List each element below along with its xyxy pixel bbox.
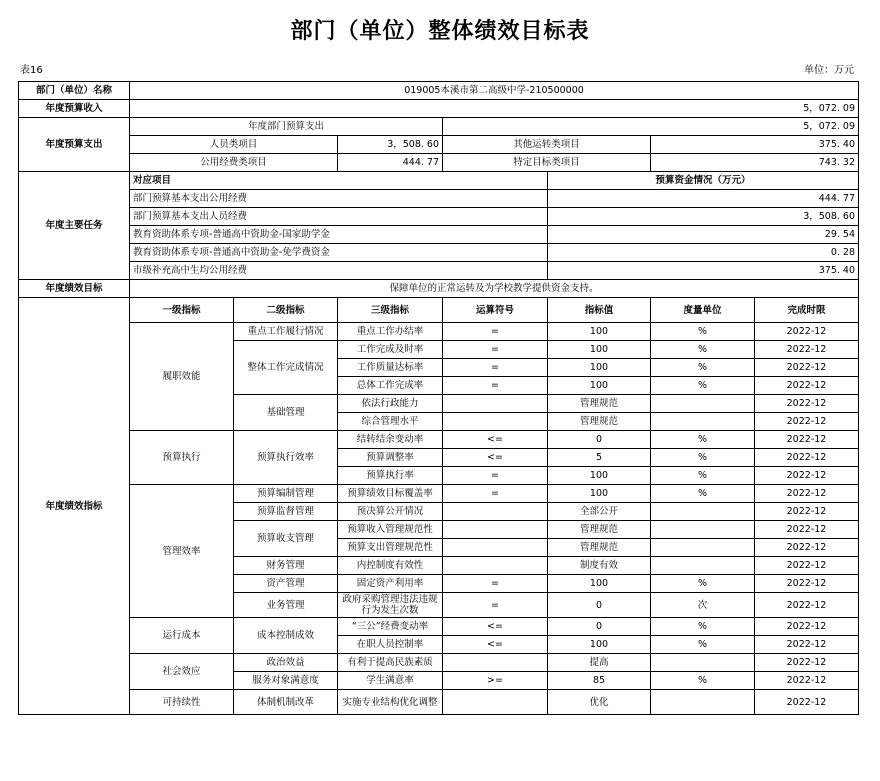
indicator-deadline: 2022-12 [755,359,859,377]
indicator-value: 优化 [548,690,651,715]
expense-row [19,136,859,154]
expense-special-value: 743. 32 [651,154,859,172]
indicator-l3: 学生满意率 [338,672,443,690]
indicator-unit: % [651,377,755,395]
expense-row [19,118,859,136]
indicator-value: 管理规范 [548,413,651,431]
indicator-l3: 预算调整率 [338,449,443,467]
indicator-l3: 有利于提高民族素质 [338,654,443,672]
tasks-col-amount: 预算资金情况（万元） [548,172,859,190]
table-number: 表16 [20,65,43,76]
indicator-unit: % [651,467,755,485]
indicator-l1: 可持续性 [130,690,234,715]
indicator-unit: % [651,485,755,503]
indicator-operator: = [443,377,548,395]
income-value: 5，072. 09 [130,100,859,118]
indicator-row [19,485,859,503]
indicator-unit: % [651,575,755,593]
indicator-deadline: 2022-12 [755,431,859,449]
indicator-unit [651,395,755,413]
indicator-value: 0 [548,431,651,449]
indicator-l2: 资产管理 [234,575,338,593]
expense-special-label: 特定目标类项目 [443,154,651,172]
indicator-l2: 预算编制管理 [234,485,338,503]
expense-public-label: 公用经费类项目 [130,154,338,172]
indicator-l3: 政府采购管理违法违规行为发生次数 [338,593,443,618]
indicator-value: 100 [548,636,651,654]
indicator-operator [443,521,548,539]
indicator-deadline: 2022-12 [755,690,859,715]
col-header-operator: 运算符号 [443,298,548,323]
indicator-value: 0 [548,593,651,618]
indicator-unit: 次 [651,593,755,618]
dept-label: 部门（单位）名称 [19,82,130,100]
indicator-deadline: 2022-12 [755,672,859,690]
indicator-operator: = [443,467,548,485]
indicator-value: 100 [548,377,651,395]
indicator-deadline: 2022-12 [755,636,859,654]
indicator-l1: 管理效率 [130,485,234,618]
indicator-unit [651,521,755,539]
indicator-operator [443,539,548,557]
indicator-l1: 履职效能 [130,323,234,431]
indicator-unit [651,690,755,715]
indicator-l3: 预算执行率 [338,467,443,485]
task-row [19,190,859,208]
indicator-l2: 预算监督管理 [234,503,338,521]
indicator-value: 制度有效 [548,557,651,575]
indicator-deadline: 2022-12 [755,593,859,618]
indicator-unit: % [651,618,755,636]
indicator-row [19,654,859,672]
indicators-label: 年度绩效指标 [19,298,130,715]
expense-other-value: 375. 40 [651,136,859,154]
indicator-value: 5 [548,449,651,467]
indicator-value: 100 [548,323,651,341]
income-row [19,100,859,118]
indicator-l2: 服务对象满意度 [234,672,338,690]
indicator-operator: = [443,575,548,593]
indicator-value: 提高 [548,654,651,672]
task-row [19,262,859,280]
indicator-value: 100 [548,467,651,485]
expense-total-value: 5，072. 09 [443,118,859,136]
goal-row [19,280,859,298]
indicator-value: 100 [548,341,651,359]
indicator-deadline: 2022-12 [755,539,859,557]
task-amount: 375. 40 [548,262,859,280]
indicator-unit [651,557,755,575]
indicator-deadline: 2022-12 [755,654,859,672]
indicator-deadline: 2022-12 [755,449,859,467]
indicator-operator: = [443,359,548,377]
indicator-l2: 基础管理 [234,395,338,431]
indicator-unit: % [651,449,755,467]
task-amount: 0. 28 [548,244,859,262]
indicator-l2: 成本控制成效 [234,618,338,654]
indicator-l1: 社会效应 [130,654,234,690]
indicator-value: 管理规范 [548,521,651,539]
dept-value: 019005本溪市第二高级中学-210500000 [130,82,859,100]
indicator-operator: <= [443,636,548,654]
indicator-l3: 内控制度有效性 [338,557,443,575]
indicator-operator: = [443,485,548,503]
col-header-l2: 二级指标 [234,298,338,323]
indicator-l3: 总体工作完成率 [338,377,443,395]
indicator-l3: 综合管理水平 [338,413,443,431]
indicator-l3: 固定资产利用率 [338,575,443,593]
indicator-header-row [19,298,859,323]
expense-personnel-value: 3，508. 60 [338,136,443,154]
tasks-col-project: 对应项目 [130,172,548,190]
task-name: 市级补充高中生均公用经费 [130,262,548,280]
indicator-l3: 结转结余变动率 [338,431,443,449]
col-header-l1: 一级指标 [130,298,234,323]
indicator-operator [443,395,548,413]
indicator-l1: 运行成本 [130,618,234,654]
goal-text: 保障单位的正常运转及为学校教学提供资金支持。 [130,280,859,298]
indicator-unit [651,654,755,672]
indicator-value: 100 [548,359,651,377]
col-header-value: 指标值 [548,298,651,323]
indicator-row [19,323,859,341]
task-row [19,226,859,244]
indicator-l3: 工作质量达标率 [338,359,443,377]
indicator-value: 全部公开 [548,503,651,521]
indicator-deadline: 2022-12 [755,575,859,593]
indicator-l3: 重点工作办结率 [338,323,443,341]
indicator-l3: 预算收入管理规范性 [338,521,443,539]
indicator-row [19,431,859,449]
task-name: 部门预算基本支出人员经费 [130,208,548,226]
indicator-unit [651,539,755,557]
indicator-l1: 预算执行 [130,431,234,485]
task-amount: 29. 54 [548,226,859,244]
performance-table [18,81,859,715]
indicator-value: 100 [548,575,651,593]
indicator-l3: “三公”经费变动率 [338,618,443,636]
task-name: 教育资助体系专项-普通高中资助金-免学费资金 [130,244,548,262]
indicator-deadline: 2022-12 [755,467,859,485]
indicator-deadline: 2022-12 [755,413,859,431]
expense-other-label: 其他运转类项目 [443,136,651,154]
indicator-operator: <= [443,431,548,449]
task-name: 教育资助体系专项-普通高中资助金-国家助学金 [130,226,548,244]
indicator-value: 0 [548,618,651,636]
indicator-l2: 预算执行效率 [234,431,338,485]
indicator-operator: = [443,593,548,618]
indicator-operator: = [443,341,548,359]
tasks-header-row [19,172,859,190]
indicator-operator: <= [443,449,548,467]
indicator-l2: 政治效益 [234,654,338,672]
indicator-unit: % [651,323,755,341]
indicator-value: 管理规范 [548,539,651,557]
indicator-l2: 体制机制改革 [234,690,338,715]
indicator-deadline: 2022-12 [755,485,859,503]
indicator-unit: % [651,672,755,690]
indicator-operator: = [443,323,548,341]
col-header-unit: 度量单位 [651,298,755,323]
indicator-unit: % [651,431,755,449]
indicator-l3: 预决算公开情况 [338,503,443,521]
indicator-deadline: 2022-12 [755,395,859,413]
indicator-l2: 重点工作履行情况 [234,323,338,341]
indicator-row [19,618,859,636]
indicator-operator: >= [443,672,548,690]
indicator-deadline: 2022-12 [755,521,859,539]
income-label: 年度预算收入 [19,100,130,118]
indicator-l3: 实施专业结构优化调整 [338,690,443,715]
indicator-operator: <= [443,618,548,636]
unit-label: 单位：万元 [804,65,854,76]
task-row [19,208,859,226]
task-amount: 3，508. 60 [548,208,859,226]
page-title: 部门（单位）整体绩效目标表 [290,19,590,44]
col-header-deadline: 完成时限 [755,298,859,323]
task-amount: 444. 77 [548,190,859,208]
dept-row [19,82,859,100]
indicator-value: 85 [548,672,651,690]
indicator-unit: % [651,359,755,377]
indicator-deadline: 2022-12 [755,503,859,521]
indicator-deadline: 2022-12 [755,557,859,575]
indicator-unit: % [651,636,755,654]
indicator-operator [443,557,548,575]
indicator-deadline: 2022-12 [755,323,859,341]
indicator-l2: 整体工作完成情况 [234,341,338,395]
expense-total-label: 年度部门预算支出 [130,118,443,136]
goal-label: 年度绩效目标 [19,280,130,298]
indicator-l2: 预算收支管理 [234,521,338,557]
indicator-unit [651,413,755,431]
indicator-l3: 在职人员控制率 [338,636,443,654]
indicator-value: 100 [548,485,651,503]
indicator-value: 管理规范 [548,395,651,413]
expense-row [19,154,859,172]
indicator-l3: 预算绩效目标覆盖率 [338,485,443,503]
expense-public-value: 444. 77 [338,154,443,172]
task-name: 部门预算基本支出公用经费 [130,190,548,208]
indicator-l3: 工作完成及时率 [338,341,443,359]
indicator-l2: 业务管理 [234,593,338,618]
task-row [19,244,859,262]
indicator-row [19,690,859,715]
indicator-l3: 预算支出管理规范性 [338,539,443,557]
indicator-unit: % [651,341,755,359]
indicator-deadline: 2022-12 [755,377,859,395]
indicator-operator [443,413,548,431]
expense-personnel-label: 人员类项目 [130,136,338,154]
indicator-l3: 依法行政能力 [338,395,443,413]
indicator-deadline: 2022-12 [755,341,859,359]
tasks-label: 年度主要任务 [19,172,130,280]
indicator-operator [443,654,548,672]
indicator-operator [443,503,548,521]
indicator-unit [651,503,755,521]
expense-label: 年度预算支出 [19,118,130,172]
indicator-operator [443,690,548,715]
col-header-l3: 三级指标 [338,298,443,323]
indicator-l2: 财务管理 [234,557,338,575]
indicator-deadline: 2022-12 [755,618,859,636]
